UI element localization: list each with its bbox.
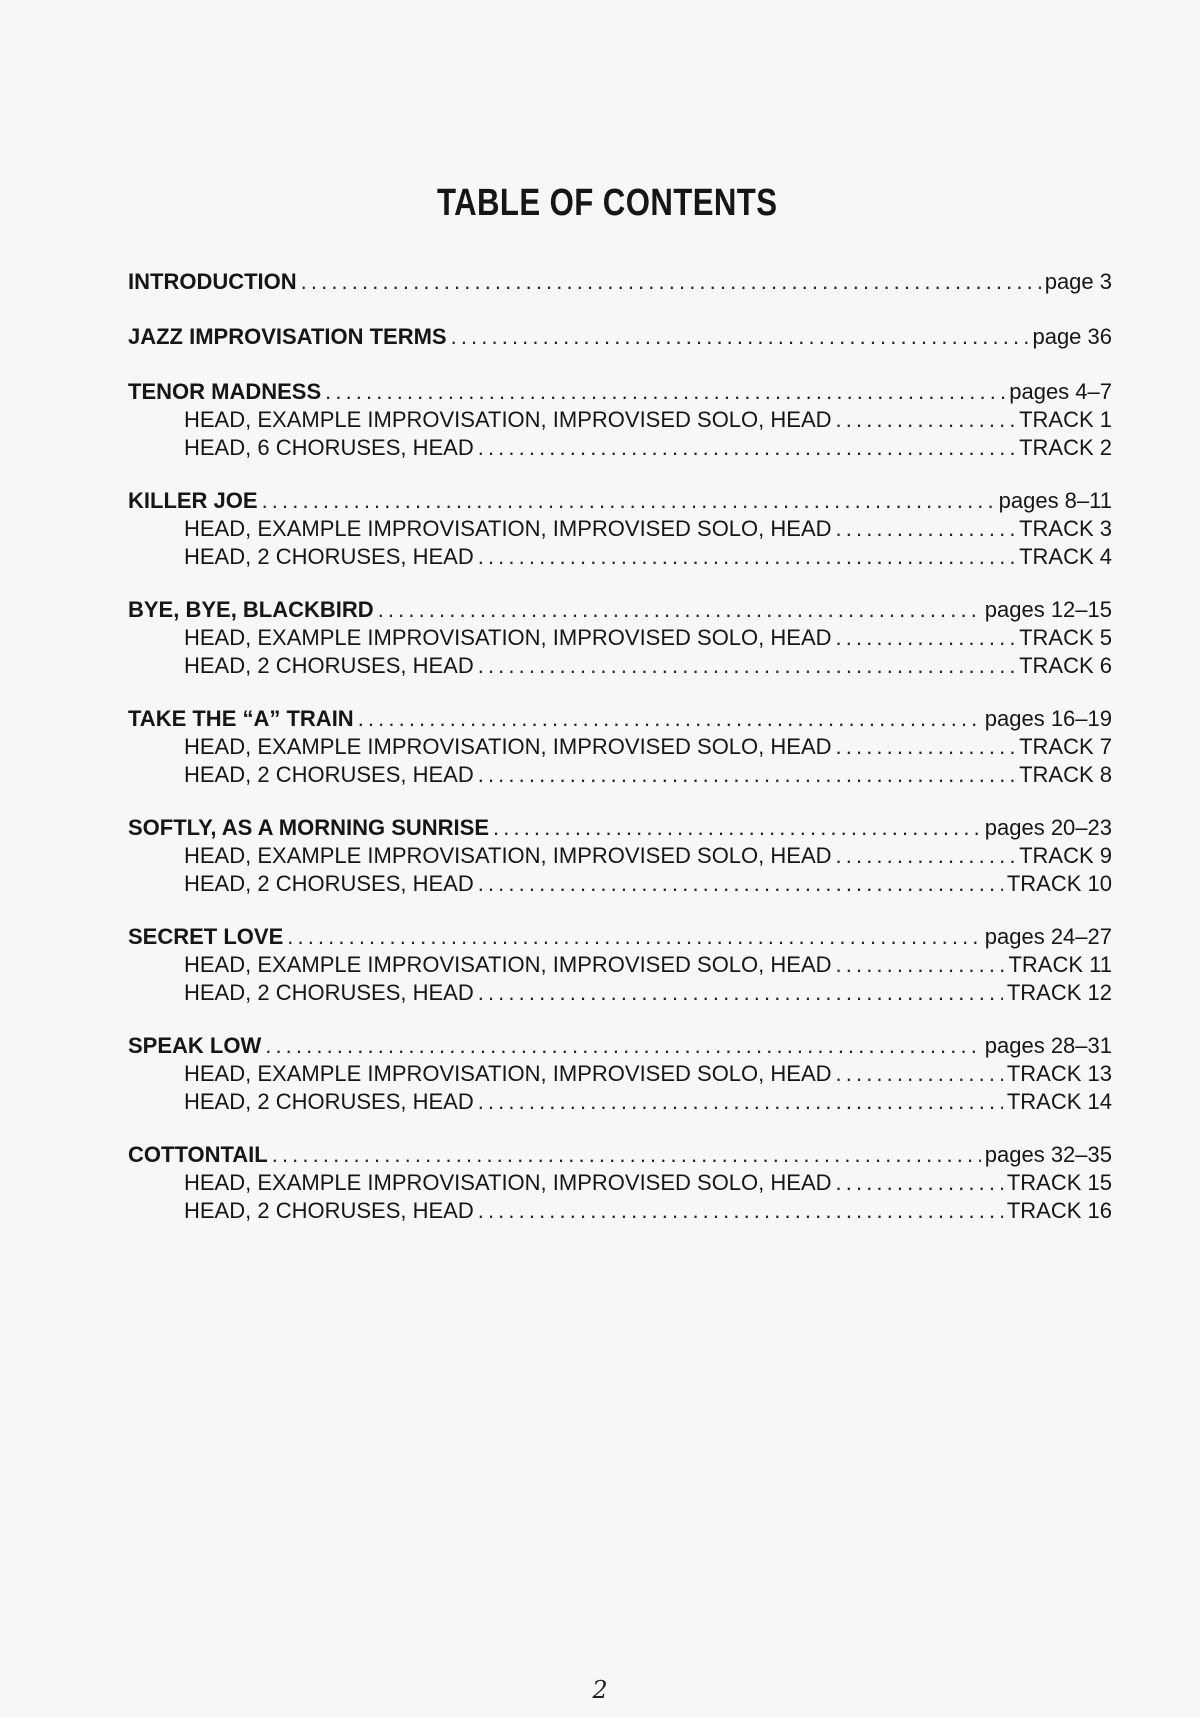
dot-leader: [836, 1169, 1003, 1197]
toc-entry-row: [128, 487, 1112, 515]
toc-subentry-row: [128, 733, 1112, 761]
toc-subentry-row: [128, 1169, 1112, 1197]
toc-subentry-row: [128, 761, 1112, 789]
page-title: TABLE OF CONTENTS: [436, 182, 778, 224]
table-of-contents: [128, 268, 1112, 1250]
toc-subentry-track-ref: TRACK 9: [1019, 843, 1112, 868]
toc-subentry-row: [128, 951, 1112, 979]
toc-subentry-description: HEAD, 2 CHORUSES, HEAD: [184, 762, 474, 787]
dot-leader: [478, 1088, 1003, 1116]
toc-subentry-track-ref: TRACK 7: [1019, 734, 1112, 759]
toc-entry-page-ref: pages 16–19: [984, 706, 1112, 731]
dot-leader: [836, 1060, 1003, 1088]
toc-entry-row: [128, 268, 1112, 296]
toc-subentry-description: HEAD, EXAMPLE IMPROVISATION, IMPROVISED SOLO, HEAD: [184, 1061, 832, 1086]
toc-entry: [128, 323, 1112, 351]
toc-entry-row: [128, 923, 1112, 951]
toc-subentry-track-ref: TRACK 10: [1006, 871, 1112, 896]
dot-leader: [836, 733, 1016, 761]
toc-subentry-track-ref: TRACK 4: [1019, 544, 1112, 569]
toc-subentry-track-ref: TRACK 1: [1019, 407, 1112, 432]
toc-entry-row: [128, 1141, 1112, 1169]
dot-leader: [301, 268, 1041, 296]
toc-entry-title: TAKE THE “A” TRAIN: [128, 706, 354, 731]
dot-leader: [478, 1197, 1003, 1225]
toc-subentry-description: HEAD, 6 CHORUSES, HEAD: [184, 435, 474, 460]
dot-leader: [478, 870, 1003, 898]
toc-subentry-description: HEAD, EXAMPLE IMPROVISATION, IMPROVISED SOLO, HEAD: [184, 625, 832, 650]
toc-entry-page-ref: pages 32–35: [984, 1142, 1112, 1167]
toc-entry: [128, 1032, 1112, 1116]
toc-entry: [128, 596, 1112, 680]
dot-leader: [265, 1032, 981, 1060]
toc-subentry-track-ref: TRACK 5: [1019, 625, 1112, 650]
toc-entry-title: COTTONTAIL: [128, 1142, 268, 1167]
dot-leader: [358, 705, 981, 733]
dot-leader: [478, 652, 1015, 680]
toc-entry-title: BYE, BYE, BLACKBIRD: [128, 597, 374, 622]
toc-entry-title: TENOR MADNESS: [128, 379, 322, 404]
toc-subentry-description: HEAD, EXAMPLE IMPROVISATION, IMPROVISED SOLO, HEAD: [184, 952, 832, 977]
toc-subentry-row: [128, 1197, 1112, 1225]
dot-leader: [451, 323, 1029, 351]
dot-leader: [272, 1141, 981, 1169]
dot-leader: [836, 951, 1005, 979]
toc-entry-page-ref: pages 8–11: [998, 488, 1112, 513]
toc-subentry-track-ref: TRACK 2: [1019, 435, 1112, 460]
toc-subentry-row: [128, 979, 1112, 1007]
toc-entry-page-ref: page 36: [1032, 324, 1112, 349]
toc-entry-title: KILLER JOE: [128, 488, 258, 513]
toc-entry-page-ref: pages 4–7: [1009, 379, 1112, 404]
toc-entry-page-ref: pages 20–23: [984, 815, 1112, 840]
toc-subentry-description: HEAD, EXAMPLE IMPROVISATION, IMPROVISED SOLO, HEAD: [184, 734, 832, 759]
dot-leader: [378, 596, 981, 624]
dot-leader: [836, 406, 1016, 434]
toc-subentry-row: [128, 1088, 1112, 1116]
dot-leader: [325, 378, 1005, 406]
toc-subentry-row: [128, 406, 1112, 434]
toc-entry-title: JAZZ IMPROVISATION TERMS: [128, 324, 447, 349]
toc-entry: [128, 705, 1112, 789]
toc-entry-row: [128, 814, 1112, 842]
toc-subentry-description: HEAD, EXAMPLE IMPROVISATION, IMPROVISED SOLO, HEAD: [184, 1170, 832, 1195]
toc-subentry-track-ref: TRACK 14: [1006, 1089, 1112, 1114]
toc-entry-row: [128, 378, 1112, 406]
dot-leader: [478, 979, 1003, 1007]
toc-subentry-row: [128, 434, 1112, 462]
toc-entry-row: [128, 323, 1112, 351]
toc-entry: [128, 1141, 1112, 1225]
toc-entry-page-ref: pages 28–31: [984, 1033, 1112, 1058]
toc-subentry-description: HEAD, 2 CHORUSES, HEAD: [184, 544, 474, 569]
toc-subentry-track-ref: TRACK 13: [1006, 1061, 1112, 1086]
toc-subentry-row: [128, 624, 1112, 652]
toc-entry: [128, 487, 1112, 571]
dot-leader: [836, 842, 1016, 870]
toc-subentry-row: [128, 543, 1112, 571]
toc-subentry-row: [128, 652, 1112, 680]
toc-subentry-description: HEAD, 2 CHORUSES, HEAD: [184, 653, 474, 678]
dot-leader: [478, 434, 1015, 462]
toc-subentry-track-ref: TRACK 15: [1006, 1170, 1112, 1195]
page-number: 2: [592, 1676, 608, 1704]
dot-leader: [493, 814, 981, 842]
toc-entry-title: SECRET LOVE: [128, 924, 284, 949]
toc-entry-title: SOFTLY, AS A MORNING SUNRISE: [128, 815, 490, 840]
dot-leader: [478, 761, 1015, 789]
toc-subentry-track-ref: TRACK 16: [1006, 1198, 1112, 1223]
toc-subentry-description: HEAD, EXAMPLE IMPROVISATION, IMPROVISED SOLO, HEAD: [184, 516, 832, 541]
toc-entry-row: [128, 596, 1112, 624]
toc-subentry-track-ref: TRACK 12: [1006, 980, 1112, 1005]
dot-leader: [287, 923, 981, 951]
toc-subentry-track-ref: TRACK 6: [1019, 653, 1112, 678]
toc-subentry-row: [128, 1060, 1112, 1088]
dot-leader: [262, 487, 995, 515]
toc-entry-page-ref: pages 24–27: [984, 924, 1112, 949]
toc-subentry-description: HEAD, 2 CHORUSES, HEAD: [184, 1089, 474, 1114]
toc-entry: [128, 814, 1112, 898]
toc-subentry-row: [128, 870, 1112, 898]
toc-entry-page-ref: pages 12–15: [984, 597, 1112, 622]
toc-subentry-row: [128, 515, 1112, 543]
dot-leader: [478, 543, 1015, 571]
dot-leader: [836, 624, 1016, 652]
toc-subentry-description: HEAD, EXAMPLE IMPROVISATION, IMPROVISED SOLO, HEAD: [184, 843, 832, 868]
toc-entry-title: INTRODUCTION: [128, 269, 297, 294]
toc-entry-title: SPEAK LOW: [128, 1033, 262, 1058]
toc-entry: [128, 268, 1112, 296]
toc-subentry-description: HEAD, EXAMPLE IMPROVISATION, IMPROVISED SOLO, HEAD: [184, 407, 832, 432]
toc-entry-row: [128, 705, 1112, 733]
toc-subentry-description: HEAD, 2 CHORUSES, HEAD: [184, 871, 474, 896]
toc-entry-row: [128, 1032, 1112, 1060]
toc-subentry-description: HEAD, 2 CHORUSES, HEAD: [184, 1198, 474, 1223]
dot-leader: [836, 515, 1016, 543]
toc-subentry-track-ref: TRACK 11: [1008, 952, 1112, 977]
toc-entry: [128, 378, 1112, 462]
toc-subentry-track-ref: TRACK 8: [1019, 762, 1112, 787]
toc-subentry-track-ref: TRACK 3: [1019, 516, 1112, 541]
toc-subentry-description: HEAD, 2 CHORUSES, HEAD: [184, 980, 474, 1005]
toc-subentry-row: [128, 842, 1112, 870]
toc-entry-page-ref: page 3: [1044, 269, 1112, 294]
toc-entry: [128, 923, 1112, 1007]
